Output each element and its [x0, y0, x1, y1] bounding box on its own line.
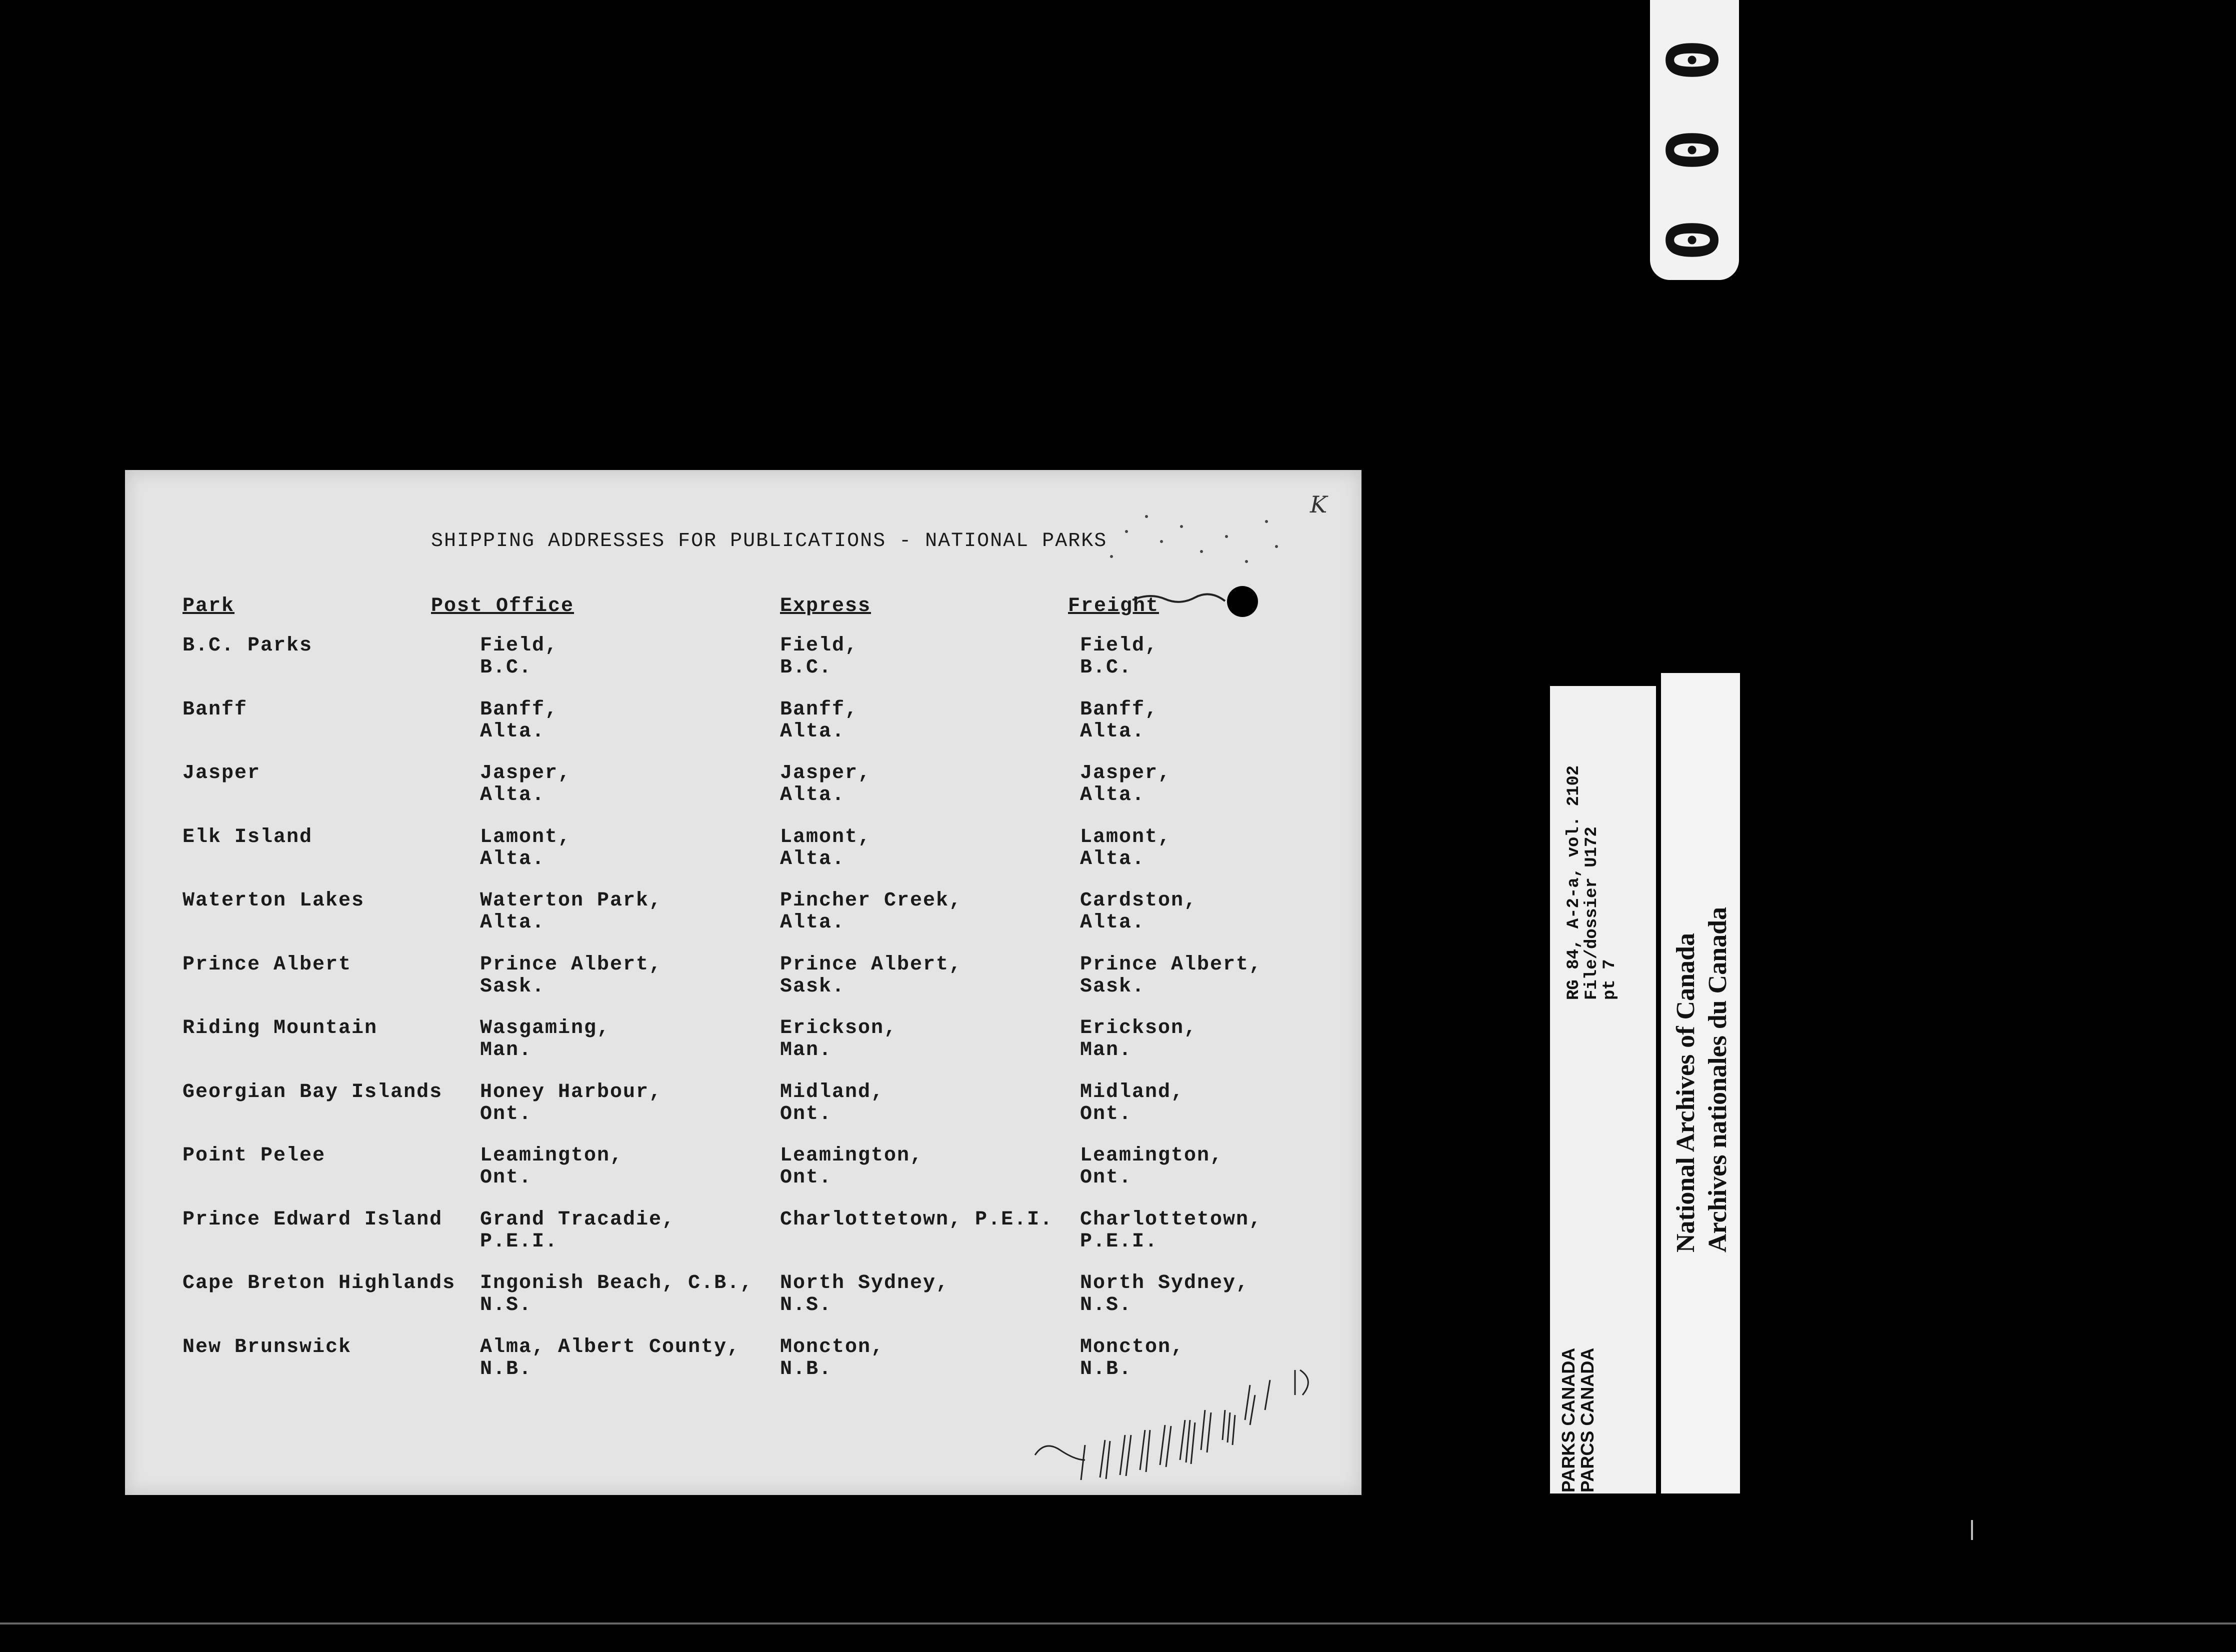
freight-cell-line: Charlottetown,: [1080, 1208, 1262, 1231]
freight-cell-line: N.B.: [1080, 1358, 1132, 1380]
express-cell-line: Alta.: [780, 912, 846, 934]
post-office-cell-line: N.S.: [480, 1294, 532, 1316]
freight-cell-line: Jasper,: [1080, 762, 1172, 784]
archives-text: [1670, 907, 1734, 1252]
freight-cell-line: Alta.: [1080, 720, 1146, 743]
post-office-cell: [480, 1209, 675, 1253]
express-cell-line: Alta.: [780, 848, 846, 870]
express-cell: [780, 1145, 923, 1189]
freight-cell: [1080, 762, 1171, 806]
reference-line: File/dossier U172: [1582, 826, 1602, 1000]
freight-cell-line: Banff,: [1080, 698, 1158, 721]
freight-cell-line: Alta.: [1080, 784, 1146, 806]
table-row: [125, 699, 1362, 759]
freight-cell-line: Sask.: [1080, 975, 1146, 998]
reference-line: RG 84, A-2-a, vol. 2102: [1564, 765, 1584, 1000]
express-cell-line: N.S.: [780, 1294, 832, 1316]
freight-cell-line: Midland,: [1080, 1080, 1184, 1104]
parks-canada-label: [1559, 1348, 1597, 1492]
park-name-cell: [182, 1336, 352, 1358]
express-cell-line: Jasper,: [780, 762, 872, 784]
park-name-cell: [182, 890, 364, 912]
table-row: [125, 954, 1362, 1014]
park-name-cell-line: Elk Island: [182, 826, 313, 848]
express-cell-line: Midland,: [780, 1080, 884, 1104]
freight-cell: [1080, 1209, 1262, 1253]
post-office-cell-line: Alta.: [480, 784, 546, 806]
post-office-cell-line: Man.: [480, 1039, 532, 1062]
post-office-cell: [480, 1082, 662, 1126]
express-cell: [780, 699, 858, 743]
post-office-cell: [480, 635, 558, 679]
express-cell: [780, 1209, 1053, 1231]
park-name-cell-line: Point Pelee: [182, 1144, 326, 1167]
post-office-cell-line: Prince Albert,: [480, 953, 662, 976]
express-cell-line: Ont.: [780, 1102, 832, 1126]
frame-counter-digit: 0: [1653, 38, 1734, 82]
freight-cell: [1080, 635, 1158, 679]
frame-counter-digit: 0: [1653, 128, 1734, 172]
freight-cell-line: Cardston,: [1080, 890, 1198, 912]
freight-cell: [1080, 1082, 1184, 1126]
film-edge-line: [0, 1622, 2236, 1624]
park-name-cell-line: B.C. Parks: [182, 634, 313, 657]
post-office-cell-line: Lamont,: [480, 826, 572, 848]
freight-cell: [1080, 890, 1197, 934]
freight-cell: [1080, 826, 1171, 870]
post-office-cell-line: Alma, Albert County,: [480, 1336, 740, 1358]
post-office-cell-line: Grand Tracadie,: [480, 1208, 676, 1231]
freight-cell-line: Alta.: [1080, 848, 1146, 870]
park-name-cell: [182, 826, 312, 848]
column-header-freight: Freight: [1068, 595, 1160, 618]
post-office-cell: [480, 1018, 610, 1062]
park-name-cell-line: Georgian Bay Islands: [182, 1080, 443, 1104]
express-cell-line: Banff,: [780, 698, 858, 721]
freight-cell: [1080, 954, 1262, 998]
freight-cell-line: Ont.: [1080, 1166, 1132, 1189]
express-cell-line: Pincher Creek,: [780, 890, 962, 912]
express-cell: [780, 1082, 884, 1126]
table-row: [125, 1145, 1362, 1205]
freight-cell-line: Ont.: [1080, 1102, 1132, 1126]
express-cell: [780, 1272, 949, 1316]
express-cell-line: Man.: [780, 1039, 832, 1062]
post-office-cell-line: Alta.: [480, 912, 546, 934]
post-office-cell-line: Ont.: [480, 1102, 532, 1126]
express-cell-line: Leamington,: [780, 1144, 924, 1167]
freight-cell-line: N.S.: [1080, 1294, 1132, 1316]
park-name-cell-line: Prince Edward Island: [182, 1208, 443, 1231]
freight-cell-line: Moncton,: [1080, 1336, 1184, 1358]
express-cell: [780, 635, 858, 679]
post-office-cell-line: Leamington,: [480, 1144, 624, 1167]
express-cell-line: Erickson,: [780, 1017, 898, 1040]
corner-mark: K: [1310, 491, 1328, 518]
park-name-cell-line: New Brunswick: [182, 1336, 352, 1358]
post-office-cell: [480, 699, 558, 743]
park-name-cell-line: Riding Mountain: [182, 1017, 378, 1040]
park-name-cell-line: Waterton Lakes: [182, 890, 365, 912]
document-title: SHIPPING ADDRESSES FOR PUBLICATIONS - NATIONAL PARKS: [431, 530, 1108, 552]
freight-cell-line: Leamington,: [1080, 1144, 1224, 1167]
express-cell-line: Lamont,: [780, 826, 872, 848]
park-name-cell: [182, 1272, 456, 1294]
post-office-cell: [480, 1336, 740, 1380]
post-office-cell-line: Waterton Park,: [480, 890, 662, 912]
express-cell-line: North Sydney,: [780, 1272, 950, 1294]
freight-cell: [1080, 1018, 1197, 1062]
table-row: [125, 635, 1362, 695]
post-office-cell-line: Field,: [480, 634, 558, 657]
table-row: [125, 890, 1362, 950]
post-office-cell: [480, 1272, 753, 1316]
freight-cell-line: Prince Albert,: [1080, 953, 1262, 976]
film-tick: [1971, 1520, 1973, 1540]
archival-reference: [1565, 766, 1619, 1000]
freight-cell: [1080, 1145, 1223, 1189]
park-name-cell: [182, 1145, 326, 1167]
express-cell-line: Field,: [780, 634, 858, 657]
park-name-cell: [182, 1209, 442, 1231]
park-name-cell: [182, 1082, 442, 1104]
table-row: [125, 1272, 1362, 1332]
reference-line: pt 7: [1600, 959, 1620, 1000]
express-cell: [780, 826, 871, 870]
express-cell-line: N.B.: [780, 1358, 832, 1380]
express-cell: [780, 954, 962, 998]
park-name-cell-line: Prince Albert: [182, 953, 352, 976]
post-office-cell: [480, 954, 662, 998]
freight-cell-line: Alta.: [1080, 912, 1146, 934]
post-office-cell-line: Wasgaming,: [480, 1017, 610, 1040]
park-name-cell-line: Banff: [182, 698, 248, 721]
freight-cell-line: B.C.: [1080, 656, 1132, 679]
freight-cell-line: P.E.I.: [1080, 1230, 1158, 1253]
park-name-cell: [182, 635, 312, 657]
post-office-cell-line: Sask.: [480, 975, 546, 998]
table-row: [125, 1209, 1362, 1269]
park-name-cell: [182, 762, 260, 784]
freight-cell-line: North Sydney,: [1080, 1272, 1250, 1294]
express-cell-line: Charlottetown, P.E.I.: [780, 1208, 1054, 1231]
freight-cell-line: Erickson,: [1080, 1017, 1198, 1040]
document-page: [125, 470, 1362, 1495]
post-office-cell-line: Ont.: [480, 1166, 532, 1189]
table-row: [125, 762, 1362, 822]
post-office-cell-line: P.E.I.: [480, 1230, 558, 1253]
express-cell: [780, 1336, 884, 1380]
post-office-cell-line: Banff,: [480, 698, 558, 721]
freight-cell-line: Man.: [1080, 1039, 1132, 1062]
post-office-cell: [480, 1145, 623, 1189]
express-cell-line: Ont.: [780, 1166, 832, 1189]
handwritten-tally: [1015, 1365, 1325, 1485]
column-header-express: Express: [780, 595, 872, 618]
express-cell-line: Moncton,: [780, 1336, 884, 1358]
express-cell-line: Sask.: [780, 975, 846, 998]
post-office-cell-line: B.C.: [480, 656, 532, 679]
express-cell: [780, 1018, 897, 1062]
park-name-cell-line: Cape Breton Highlands: [182, 1272, 456, 1294]
park-name-cell: [182, 954, 352, 976]
express-cell-line: Alta.: [780, 784, 846, 806]
express-cell: [780, 890, 962, 934]
frame-counter-digit: 0: [1653, 218, 1734, 262]
express-cell-line: Prince Albert,: [780, 953, 962, 976]
archives-line: National Archives of Canada: [1672, 933, 1700, 1252]
park-name-cell: [182, 699, 248, 721]
post-office-cell: [480, 826, 571, 870]
freight-cell-line: Field,: [1080, 634, 1158, 657]
freight-cell-line: Lamont,: [1080, 826, 1172, 848]
table-row: [125, 1082, 1362, 1142]
post-office-cell-line: Honey Harbour,: [480, 1080, 662, 1104]
post-office-cell-line: N.B.: [480, 1358, 532, 1380]
express-cell: [780, 762, 871, 806]
express-cell-line: B.C.: [780, 656, 832, 679]
post-office-cell-line: Alta.: [480, 848, 546, 870]
park-name-cell: [182, 1018, 378, 1040]
archives-line: Archives nationales du Canada: [1704, 906, 1732, 1252]
parks-canada-line: PARCS CANADA: [1577, 1348, 1598, 1492]
post-office-cell: [480, 890, 662, 934]
express-cell-line: Alta.: [780, 720, 846, 743]
freight-cell: [1080, 699, 1158, 743]
ink-blot: [1227, 586, 1258, 617]
post-office-cell-line: Alta.: [480, 720, 546, 743]
table-row: [125, 1018, 1362, 1078]
frame-counter: [1650, 0, 1739, 280]
freight-cell: [1080, 1272, 1249, 1316]
post-office-cell-line: Jasper,: [480, 762, 572, 784]
column-header-park: Park: [182, 595, 235, 618]
table-row: [125, 826, 1362, 886]
post-office-cell: [480, 762, 571, 806]
parks-canada-line: PARKS CANADA: [1558, 1348, 1578, 1492]
post-office-cell-line: Ingonish Beach, C.B.,: [480, 1272, 754, 1294]
park-name-cell-line: Jasper: [182, 762, 261, 784]
column-header-post-office: Post Office: [431, 595, 574, 618]
